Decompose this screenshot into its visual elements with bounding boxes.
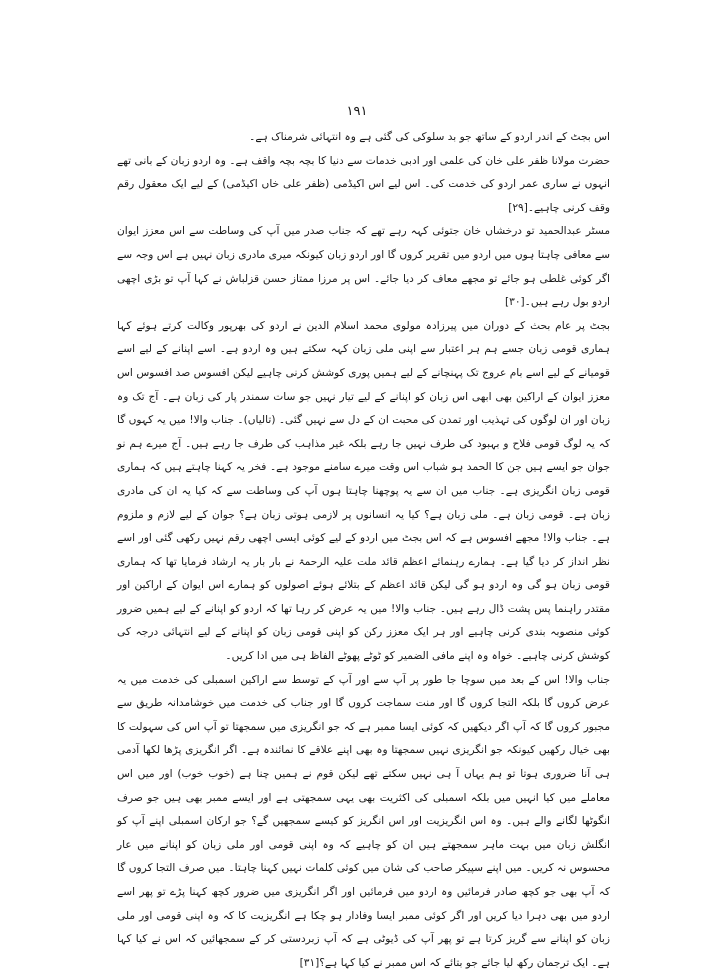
paragraph-general-debate: بجٹ پر عام بحث کے دوران میں پیرزادہ مولوی محمد اسلام الدین نے اردو کی بھرپور وکالت کرتے ہوئے کہا ہماری قومی زبان جسے ہم ہر اعتبار سے اپنی ملی زبان کہہ سکتے ہیں وہ اردو ہے۔ اسے اپنانے کے لیے اسے قومیانے کے لیے اسے بام عروج تک پہنچانے کے لیے ہمیں پوری کوشش کرنی چاہیے لیکن افسوس صد افسوس اس معزز ایوان کے اراکین بھی ابھی اس زبان کو اپنانے کے لیے تیار نہیں جو سات سمندر پار کی زبان ہے۔ آج تک وہ زبان اور ان لوگوں کی تہذیب اور تمدن کی محبت ان کے دل سے نہیں گئی۔ (تالیاں)۔ جناب والا! میں یہ کہوں گا کہ یہ لوگ قومی فلاح و بہبود کی طرف نہیں جا رہے بلکہ غیر مذاہب کی طرف جا رہے ہیں۔ آج میرے ہم نو جوان جو ایسے ہیں جن کا الحمد ہو شباب اس وقت میرے سامنے موجود ہے۔ فخر یہ کہنا چاہتے ہیں کہ ہماری قومی زبان انگریزی ہے۔ جناب میں ان سے یہ پوچھنا چاہتا ہوں آپ کی وساطت سے کہ کیا یہ ان کی مادری زبان ہے۔ قومی زبان ہے۔ ملی زبان ہے؟ کیا یہ انسانوں پر لازمی ہوتی زبان ہے؟ جوان کے لیے لازم و ملزوم ہے۔ جناب والا! مجھے افسوس ہے کہ اس بجٹ میں اردو کے لیے کوئی ایسی اچھی رقم نہیں رکھی گئی اور اسے نظر انداز کر دیا گیا ہے۔ ہمارے رہنمائے اعظم قائد ملت علیہ الرحمۃ نے بار بار یہ ارشاد فرمایا تھا کہ ہماری قومی زبان ہو گی وہ اردو ہو گی لیکن قائد اعظم کے بتلائے ہوئے اصولوں کو ہمارے اس ایوان کے اراکین اور مقتدر راہنما پس پشت ڈال رہے ہیں۔ جناب والا! میں یہ عرض کر رہا تھا کہ اردو کو اپنانے کے لیے ہمیں ضرور کوئی منصوبہ بندی کرنی چاہیے اور ہر ایک معزز رکن کو اپنی قومی زبان کو اپنانے کے لیے انتہائی درجہ کی کوشش کرنی چاہیے۔ خواہ وہ اپنے مافی الضمیر کو ٹوٹے پھوٹے الفاظ ہی میں ادا کریں۔ bbox=[117, 319, 610, 663]
paragraph-budget-urdu: اس بجٹ کے اندر اردو کے ساتھ جو بد سلوکی کی گئی ہے وہ انتہائی شرمناک ہے۔ bbox=[249, 131, 610, 143]
page-number: ۱۹۱ bbox=[346, 104, 368, 119]
paragraph-zafar-ali-khan: حضرت مولانا ظفر علی خان کی علمی اور ادبی خدمات سے دنیا کا بچہ بچہ واقف ہے۔ وہ اردو زبان کے بانی تھے انہوں نے ساری عمر اردو کی خدمت کی۔ اس لیے اس اکیڈمی (ظفر علی خاں اکیڈمی) کے لیے ایک معقول رقم وقف کرنی چاہیے۔[۲۹] bbox=[117, 154, 610, 214]
paragraph-abdul-hameed: مسٹر عبدالحمید تو درخشاں خان جتوئی کہہ رہے تھے کہ جناب صدر میں آپ کی وساطت سے اس معزز ایوان سے معافی چاہتا ہوں میں اردو میں تقریر کروں گا اور اردو زبان کیونکہ میری مادری زبان نہیں ہے اس وجہ سے اگر کوئی غلطی ہو جائے تو مجھے معاف کر دیا جائے۔ اس پر مرزا ممتاز حسن قزلباش نے کہا آپ تو بڑی اچھی اردو بول رہے ہیں۔[۳۰] bbox=[117, 225, 610, 309]
document-body bbox=[117, 126, 610, 975]
paragraph-request-assembly: جناب والا! اس کے بعد میں سوچا جا طور پر آپ سے اور آپ کے توسط سے اراکین اسمبلی کی خدمت میں یہ عرض کروں گا بلکہ التجا کروں گا اور منت سماجت کروں گا اور جناب کی خدمت میں خوشامدانہ طریق سے مجبور کروں گا کہ آپ اگر دیکھیں کہ کوئی ایسا ممبر ہے کہ جو انگریزی میں سمجھتا تو آپ اس کی سہولت کا بھی خیال رکھیں کیونکہ جو انگریزی نہیں سمجھتا وہ بھی اپنے علاقے کا نمائندہ ہے۔ اگر انگریزی پڑھا لکھا آدمی ہی آنا ضروری ہوتا تو ہم یہاں آ ہی نہیں سکتے تھے لیکن قوم نے ہمیں چنا ہے (خوب خوب) اور میں اس معاملے میں کیا انہیں میں بلکہ اسمبلی کی اکثریت بھی یہی سمجھتی ہے اور ایسے ممبر بھی ہیں جو صرف انگوٹھا لگانے والے ہیں۔ وہ اس انگریزیت اور اس انگریز کو کیسے سمجھیں گے؟ جو ارکان اسمبلی اپنے آپ کو انگلش زبان میں بہت ماہر سمجھتے ہیں ان کو چاہیے کہ وہ اپنی قومی اور ملی زبان کو اپنانے میں عار محسوس نہ کریں۔ میں اپنے سپیکر صاحب کی شان میں کوئی کلمات نہیں کہنا چاہتا۔ میں صرف التجا کروں گا کہ آپ بھی جو کچھ صادر فرمائیں وہ اردو میں فرمائیں اور اگر انگریزی میں ضرور کچھ کہنا پڑے تو پھر اسے اردو میں بھی دہرا دیا کریں اور اگر کوئی ممبر ایسا وفادار ہو چکا ہے انگریزیت کا کہ وہ اپنی قومی اور ملی زبان کو اپنانے سے گریز کرتا ہے تو پھر آپ کی ڈیوٹی ہے کہ آپ زبردستی کر کے سمجھائیں کہ اس نے کیا کہا ہے۔ ایک ترجمان رکھ لیا جائے جو بتائے کہ اس ممبر نے کیا کہا ہے؟[۳۱] bbox=[117, 673, 610, 969]
